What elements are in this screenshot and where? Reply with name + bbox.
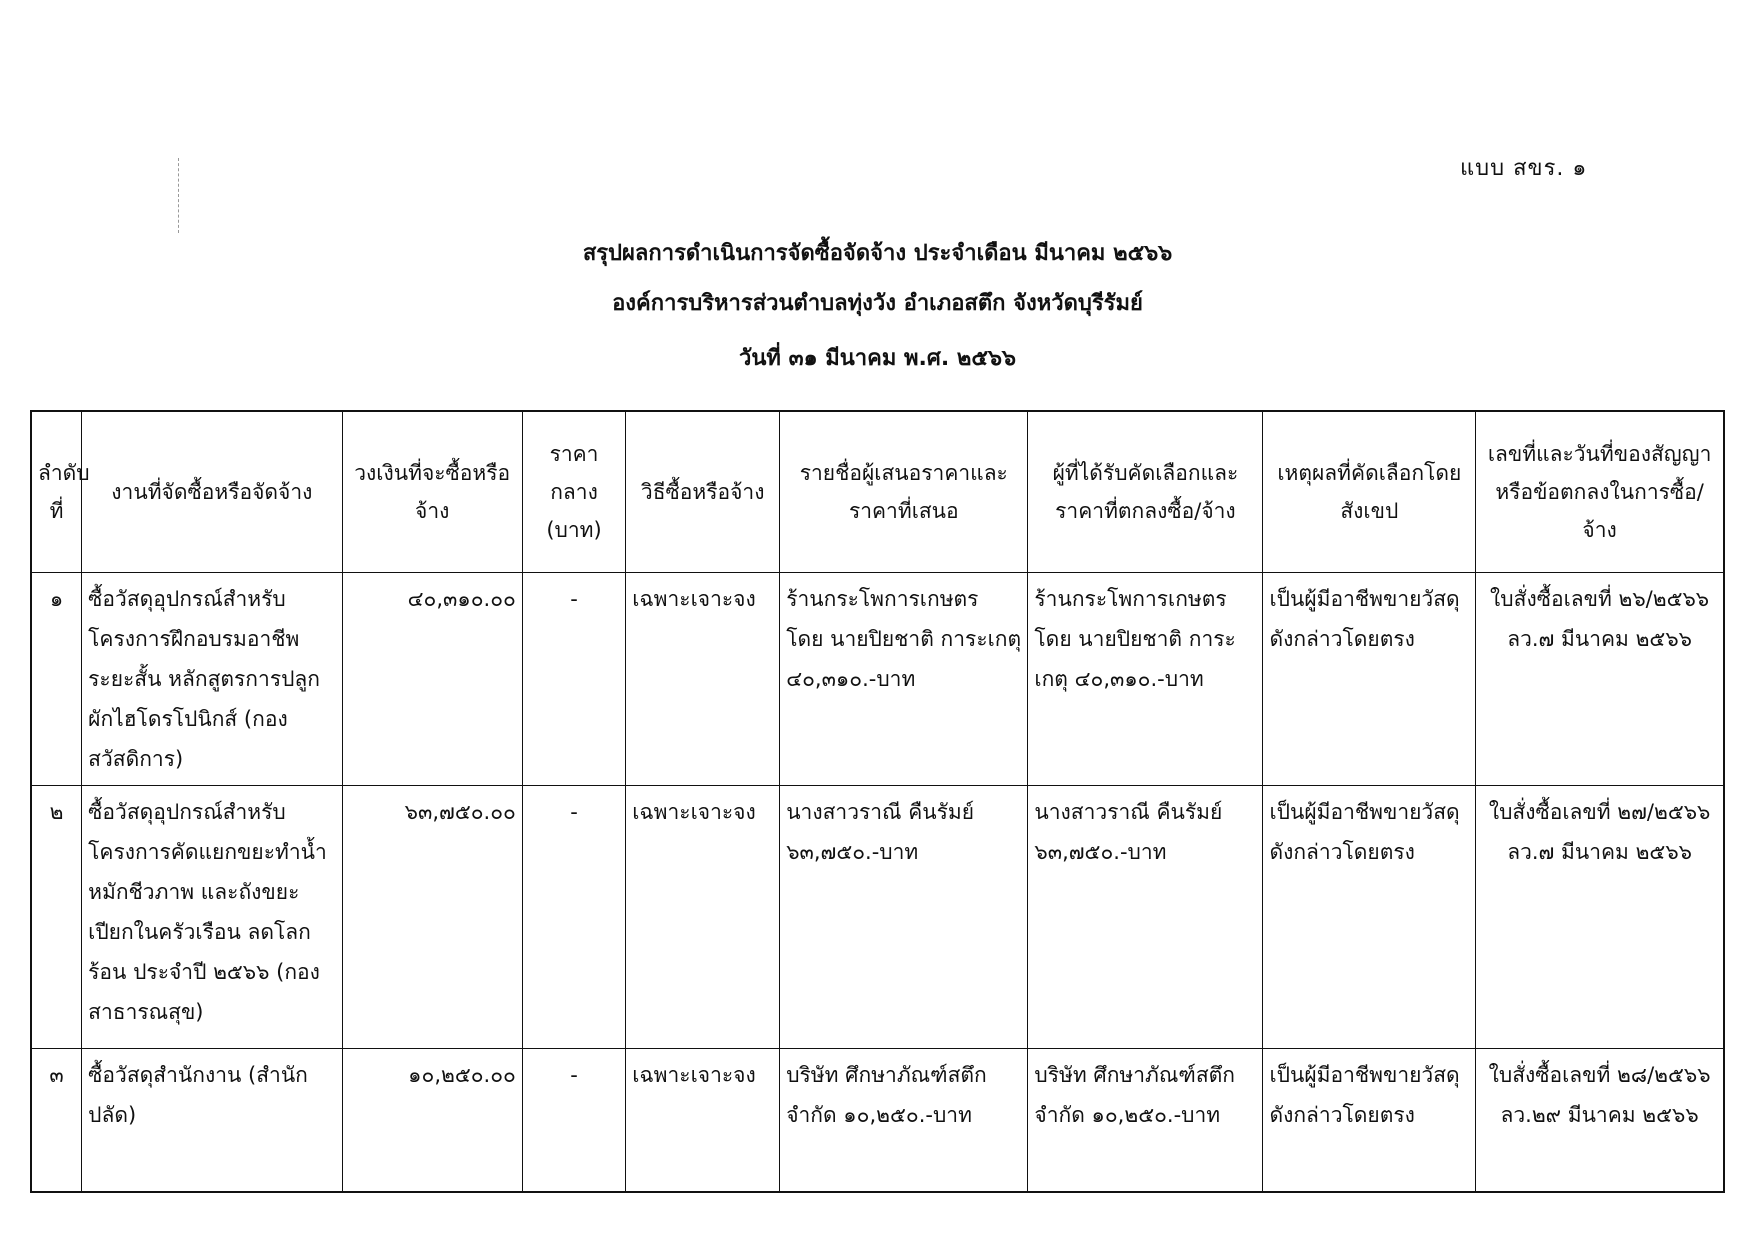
contract-number: ใบสั่งซื้อเลขที่ ๒๗/๒๕๖๖ (1488, 800, 1711, 824)
contract-number: ใบสั่งซื้อเลขที่ ๒๖/๒๕๖๖ (1490, 587, 1710, 611)
col-header-median-price: ราคากลาง (บาท) (522, 411, 625, 573)
table-row (31, 573, 1724, 786)
row-work: ซื้อวัสดุอุปกรณ์สำหรับโครงการคัดแยกขยะทำน้ำหมักชีวภาพ และถังขยะเปียกในครัวเรือน ลดโลกร้อน ประจำปี ๒๕๖๖ (กองสาธารณสุข) (82, 786, 342, 1049)
form-code: แบบ สขร. ๑ (1460, 156, 1588, 181)
contract-date: ลว.๒๙ มีนาคม ๒๕๖๖ (1500, 1103, 1699, 1127)
row-work: ซื้อวัสดุสำนักงาน (สำนักปลัด) (82, 1049, 342, 1193)
col-header-budget: วงเงินที่จะซื้อหรือจ้าง (342, 411, 522, 573)
procurement-table (30, 410, 1725, 1193)
col-header-method: วิธีซื้อหรือจ้าง (626, 411, 780, 573)
row-reason: เป็นผู้มีอาชีพขายวัสดุดังกล่าวโดยตรง (1263, 1049, 1476, 1193)
row-work: ซื้อวัสดุอุปกรณ์สำหรับโครงการฝึกอบรมอาชีพระยะสั้น หลักสูตรการปลูกผักไฮโดรโปนิกส์ (กองสวัสดิการ) (82, 573, 342, 786)
row-winner: นางสาวราณี คืนรัมย์ ๖๓,๗๕๐.-บาท (1028, 786, 1263, 1049)
row-median-price: - (522, 573, 625, 786)
row-median-price: - (522, 1049, 625, 1193)
col-header-no: ลำดับที่ (31, 411, 82, 573)
row-no: ๑ (31, 573, 82, 786)
row-method: เฉพาะเจาะจง (626, 1049, 780, 1193)
organization-name: องค์การบริหารส่วนตำบลทุ่งวัง อำเภอสตึก จังหวัดบุรีรัมย์ (612, 291, 1143, 316)
row-winner: ร้านกระโพการเกษตร โดย นายปิยชาติ การะเกตุ ๔๐,๓๑๐.-บาท (1028, 573, 1263, 786)
col-header-work: งานที่จัดซื้อหรือจัดจ้าง (82, 411, 342, 573)
row-offer: นางสาวราณี คืนรัมย์ ๖๓,๗๕๐.-บาท (780, 786, 1028, 1049)
col-header-contract: เลขที่และวันที่ของสัญญาหรือข้อตกลงในการซื้อ/จ้าง (1476, 411, 1724, 573)
col-header-winner: ผู้ที่ได้รับคัดเลือกและราคาที่ตกลงซื้อ/จ้าง (1028, 411, 1263, 573)
row-winner: บริษัท ศึกษาภัณฑ์สตึก จำกัด ๑๐,๒๕๐.-บาท (1028, 1049, 1263, 1193)
document-date: วันที่ ๓๑ มีนาคม พ.ศ. ๒๕๖๖ (739, 346, 1016, 371)
row-method: เฉพาะเจาะจง (626, 786, 780, 1049)
row-offer: บริษัท ศึกษาภัณฑ์สตึก จำกัด ๑๐,๒๕๐.-บาท (780, 1049, 1028, 1193)
row-offer: ร้านกระโพการเกษตร โดย นายปิยชาติ การะเกตุ ๔๐,๓๑๐.-บาท (780, 573, 1028, 786)
row-reason: เป็นผู้มีอาชีพขายวัสดุดังกล่าวโดยตรง (1263, 786, 1476, 1049)
row-contract (1476, 1049, 1724, 1193)
contract-number: ใบสั่งซื้อเลขที่ ๒๘/๒๕๖๖ (1488, 1063, 1711, 1087)
table-header-row (31, 411, 1724, 573)
document-title: สรุปผลการดำเนินการจัดซื้อจัดจ้าง ประจำเดือน มีนาคม ๒๕๖๖ (582, 241, 1173, 266)
row-contract (1476, 573, 1724, 786)
contract-date: ลว.๗ มีนาคม ๒๕๖๖ (1507, 840, 1692, 864)
col-header-offer: รายชื่อผู้เสนอราคาและราคาที่เสนอ (780, 411, 1028, 573)
contract-date: ลว.๗ มีนาคม ๒๕๖๖ (1507, 627, 1692, 651)
scan-margin-mark (178, 158, 180, 233)
row-reason: เป็นผู้มีอาชีพขายวัสดุดังกล่าวโดยตรง (1263, 573, 1476, 786)
row-contract (1476, 786, 1724, 1049)
col-header-reason: เหตุผลที่คัดเลือกโดยสังเขป (1263, 411, 1476, 573)
table-row (31, 786, 1724, 1049)
row-no: ๒ (31, 786, 82, 1049)
table-row (31, 1049, 1724, 1193)
row-budget: ๔๐,๓๑๐.๐๐ (342, 573, 522, 786)
row-budget: ๖๓,๗๕๐.๐๐ (342, 786, 522, 1049)
row-budget: ๑๐,๒๕๐.๐๐ (342, 1049, 522, 1193)
row-median-price: - (522, 786, 625, 1049)
row-no: ๓ (31, 1049, 82, 1193)
row-method: เฉพาะเจาะจง (626, 573, 780, 786)
